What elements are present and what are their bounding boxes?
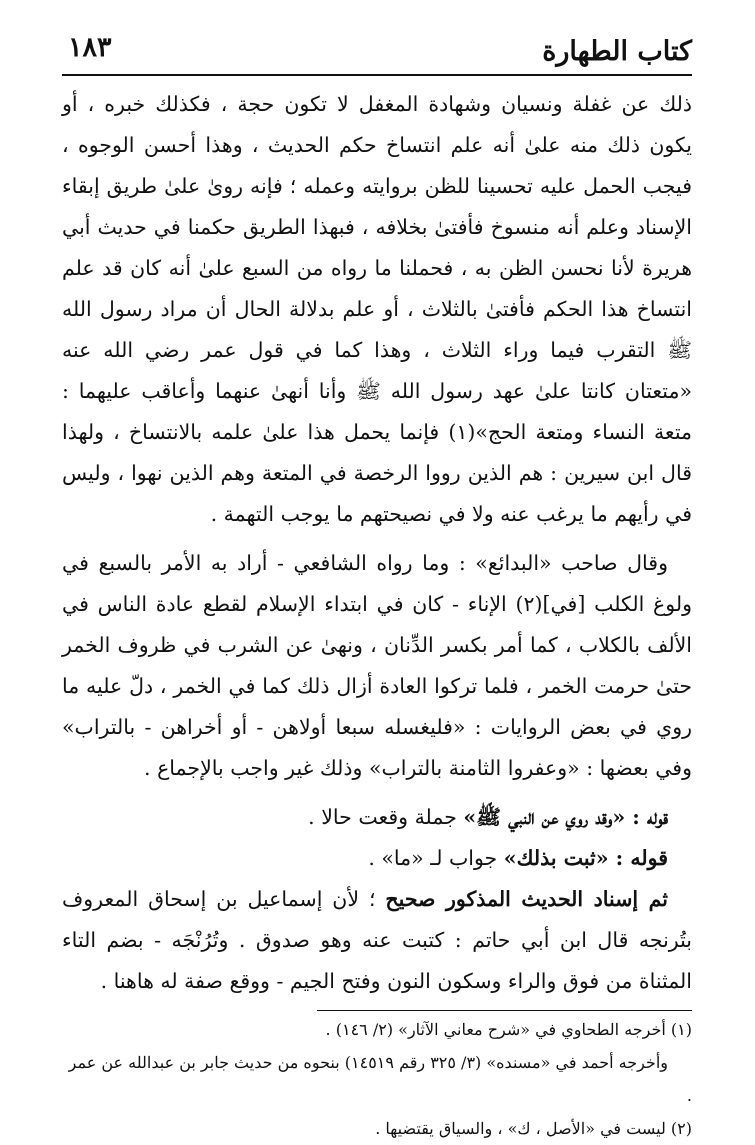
paragraph-5 — [62, 879, 692, 1002]
paragraph-4-text: جواب لـ «ما» . — [368, 846, 504, 870]
paragraph-3 — [62, 797, 692, 838]
footnote-1: (١) أخرجه الطحاوي في «شرح معاني الآثار» (٢/ ١٤٦) . — [325, 1020, 692, 1039]
paragraph-5-text: ؛ لأن إسماعيل بن إسحاق المعروف بتُرنجه قال ابن أبي حاتم : كتبت عنه وهو صدوق . وتُرُنْجَه - بضم التاء المثناة من فوق والراء وسكون النون وفتح الجيم - ووقع صفة له هاهنا . — [62, 887, 692, 993]
section-heading: ثم إسناد الحديث المذكور صحيح — [385, 887, 668, 911]
quote-heading-2: قوله : «ثبت بذلك» — [503, 846, 668, 870]
paragraph-4 — [62, 838, 692, 879]
chapter-title: كتاب الطهارة — [542, 36, 692, 67]
paragraph-2: وقال صاحب «البدائع» : وما رواه الشافعي - أراد به الأمر بالسبع في ولوغ الكلب [في](٢) الإناء - كان في ابتداء الإسلام لقطع عادة الناس في الألف بالكلاب ، كما أمر بكسر الدِّنان ، ونهىٰ عن الشرب في ظروف الخمر حتىٰ حرمت الخمر ، فلما تركوا العادة أزال ذلك كما في الخمر ، دلّ عليه ما روي في بعض الروايات : «فليغسله سبعا أولاهن - أو أخراهن - بالتراب» وفي بعضها : «وعفروا الثامنة بالتراب» وذلك غير واجب بالإجماع . — [62, 551, 692, 780]
quote-heading-1: قوله : «وقد روي عن النبي ﷺ» — [463, 805, 668, 829]
page — [62, 30, 692, 1145]
paragraph-1: ذلك عن غفلة ونسيان وشهادة المغفل لا تكون حجة ، فكذلك خبره ، أو يكون ذلك منه علىٰ أنه علم انتساخ حكم الحديث ، وهذا أحسن الوجوه ، فيجب الحمل عليه تحسينا للظن بروايته وعمله ؛ فإنه روىٰ علىٰ طريق إبقاء الإسناد وعلم أنه منسوخ فأفتىٰ بخلافه ، فبهذا الطريق حكمنا في حديث أبي هريرة لأنا نحسن الظن به ، فحملنا ما رواه من السبع علىٰ أنه كان قد علم انتساخ هذا الحكم فأفتىٰ بالثلاث ، أو علم بدلالة الحال أن مراد رسول الله ﷺ التقرب فيما وراء الثلاث ، وهذا كما في قول عمر رضي الله عنه «متعتان كانتا علىٰ عهد رسول الله ﷺ وأنا أنهىٰ عنهما وأعاقب عليهما : متعة النساء ومتعة الحج»(١) فإنما يحمل هذا علىٰ علمه بالانتساخ ، ولهذا قال ابن سيرين : هم الذين رووا الرخصة في المتعة وهم الذين نهوا ، وليس في رأيهم ما يرغب عنه ولا في نصيحتهم ما يوجب التهمة . — [62, 92, 692, 526]
paragraph-3-text: جملة وقعت حالا . — [308, 805, 464, 829]
main-text — [62, 84, 692, 1002]
page-number: ١٨٣ — [68, 32, 112, 63]
footnote-2: (٢) ليست في «الأصل ، ك» ، والسياق يقتضيها . — [375, 1119, 692, 1138]
footnote-divider — [317, 1010, 692, 1011]
footnotes — [62, 1013, 692, 1145]
page-header — [62, 30, 692, 76]
footnote-1-continued: وأخرجه أحمد في «مسنده» (٣/ ٣٢٥ رقم ١٤٥١٩) بنحوه من حديث جابر بن عبدالله عن عمر . — [68, 1053, 692, 1105]
